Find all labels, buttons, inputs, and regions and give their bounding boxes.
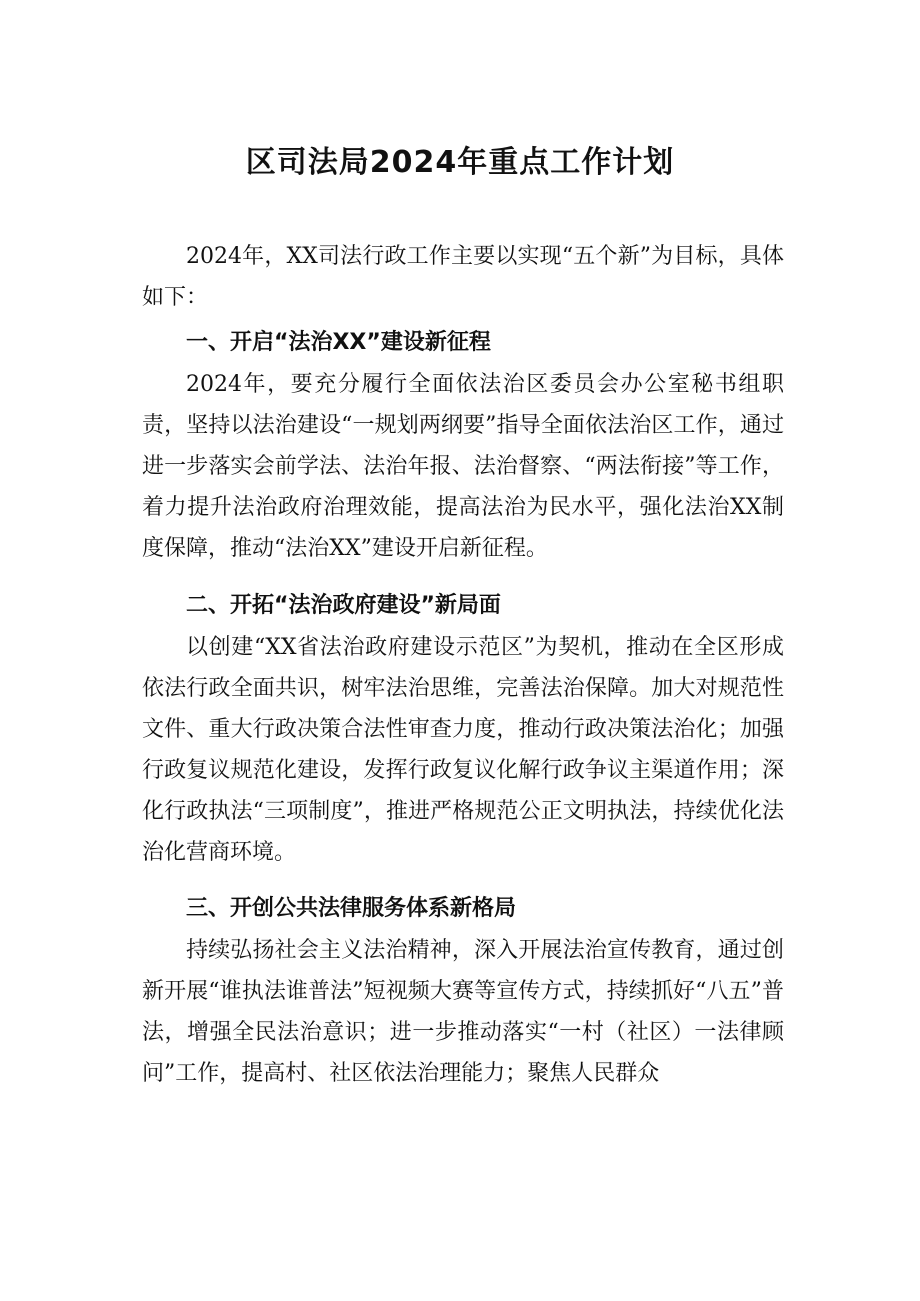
document-title: 区司法局2024年重点工作计划: [245, 145, 675, 180]
section-1-paragraph: 2024年，要充分履行全面依法治区委员会办公室秘书组职责，坚持以法治建设“一规划两纲要”指导全面依法治区工作，通过进一步落实会前学法、法治年报、法治督察、“两法衔接”等工作，着力提升法治政府治理效能，提高法治为民水平，强化法治XX制度保障，推动“法治XX”建设开启新征程。: [142, 372, 784, 561]
section-1-heading: 一、开启“法治XX”建设新征程: [186, 330, 491, 355]
section-3-heading: 三、开创公共法律服务体系新格局: [186, 896, 517, 921]
intro-paragraph: 2024年，XX司法行政工作主要以实现“五个新”为目标，具体如下：: [142, 244, 784, 310]
section-3-paragraph: 持续弘扬社会主义法治精神，深入开展法治宣传教育，通过创新开展“谁执法谁普法”短视频大赛等宣传方式，持续抓好“八五”普法，增强全民法治意识；进一步推动落实“一村（社区）一法律顾问”工作，提高村、社区依法治理能力；聚焦人民群众: [142, 938, 784, 1086]
section-2-heading: 二、开拓“法治政府建设”新局面: [186, 593, 501, 618]
section-2-paragraph: 以创建“XX省法治政府建设示范区”为契机，推动在全区形成依法行政全面共识，树牢法治思维，完善法治保障。加大对规范性文件、重大行政决策合法性审查力度，推动行政决策法治化；加强行政复议规范化建设，发挥行政复议化解行政争议主渠道作用；深化行政执法“三项制度”，推进严格规范公正文明执法，持续优化法治化营商环境。: [142, 635, 784, 865]
